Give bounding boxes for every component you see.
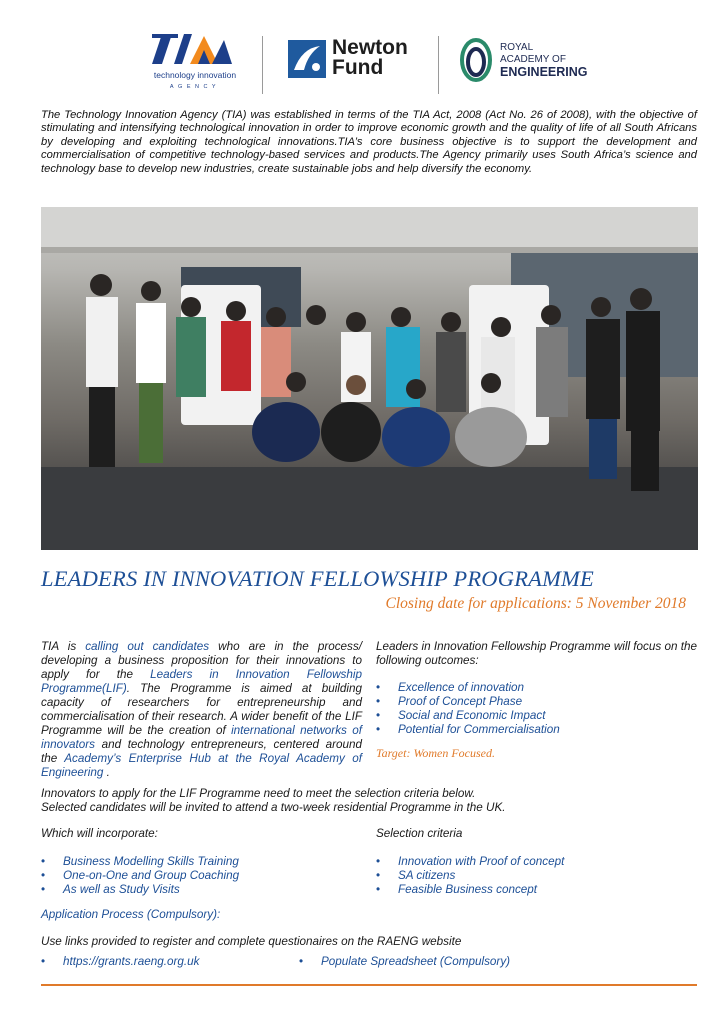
newton-line2: Fund (332, 56, 384, 79)
rae-line1: ROYAL (500, 42, 534, 53)
desc-text: . The Programme is aimed at building capacity of researchers for entrepreneurship and commercialisation of their research. A wider benefit of the LIF Programme will be the creation of (41, 682, 362, 737)
incorporate-label: As well as Study Visits (63, 883, 180, 896)
desc-text: and technology entrepreneurs, centered around the (41, 738, 362, 765)
spreadsheet-link[interactable]: Populate Spreadsheet (Compulsory) (321, 955, 511, 968)
rae-line2: ACADEMY OF (500, 54, 566, 65)
incorporate-list (41, 855, 362, 897)
group-photo-illustration (41, 207, 698, 550)
desc-text: TIA is (41, 640, 86, 653)
outcome-label: Potential for Commercialisation (398, 723, 560, 736)
list-item: • As well as Study Visits (41, 883, 180, 896)
target-note: Target: Women Focused. (376, 746, 495, 760)
list-item: • Feasible Business concept (376, 883, 538, 896)
application-instruction: Use links provided to register and complete questionaires on the RAENG website (41, 935, 462, 948)
outcome-label: Proof of Concept Phase (398, 695, 523, 708)
criteria-label: SA citizens (398, 869, 456, 882)
outcomes-section (376, 640, 697, 760)
footer-rule (41, 984, 697, 986)
rae-logo (460, 38, 620, 88)
programme-title: LEADERS IN INNOVATION FELLOWSHIP PROGRAMME (41, 566, 594, 591)
list-item: • https://grants.raeng.org.uk (41, 955, 200, 968)
list-item: • One-on-One and Group Coaching (41, 869, 240, 882)
desc-highlight-callout: calling out candidates (85, 640, 210, 653)
outcomes-list (376, 681, 697, 737)
criteria-label: Feasible Business concept (398, 883, 538, 896)
group-photo (41, 207, 698, 550)
criteria-heading: Selection criteria (376, 827, 463, 840)
list-item: • Excellence of innovation (376, 681, 525, 694)
rae-line3: ENGINEERING (500, 65, 588, 79)
list-item: • SA citizens (376, 869, 456, 882)
tia-logo-name: technology innovation (153, 70, 237, 80)
desc-text: who are in the process/ developing a business proposition for their innovations to apply for the (41, 640, 362, 681)
logo-divider (262, 36, 263, 94)
newton-fund-icon (288, 40, 326, 78)
tia-logo-sub: AGENCY (169, 84, 221, 90)
newton-fund-text (332, 38, 408, 78)
application-heading: Application Process (Compulsory): (41, 908, 221, 921)
incorporate-label: Business Modelling Skills Training (63, 855, 239, 868)
selection-intro (41, 787, 697, 815)
desc-highlight-programme: Leaders in Innovation Fellowship Programme(LIF) (41, 668, 362, 695)
newton-fund-logo (288, 36, 428, 86)
desc-highlight-hub: Academy’s Enterprise Hub at the Royal Academy of Engineering (41, 752, 362, 779)
list-item: • Innovation with Proof of concept (376, 855, 565, 868)
raeng-grants-link[interactable]: https://grants.raeng.org.uk (63, 955, 200, 968)
list-item: • Populate Spreadsheet (Compulsory) (299, 955, 511, 968)
list-item: • Social and Economic Impact (376, 709, 546, 722)
list-item: • Proof of Concept Phase (376, 695, 523, 708)
desc-text: . (103, 766, 110, 779)
rae-logo-icon (460, 38, 492, 82)
tia-logo-icon (152, 34, 232, 64)
criteria-label: Innovation with Proof of concept (398, 855, 565, 868)
list-item: • Business Modelling Skills Training (41, 855, 239, 868)
selection-intro-line: Innovators to apply for the LIF Programme need to meet the selection criteria below. (41, 787, 476, 800)
outcome-label: Social and Economic Impact (398, 709, 546, 722)
header-logos (0, 30, 724, 102)
incorporate-label: One-on-One and Group Coaching (63, 869, 240, 882)
list-item: • Potential for Commercialisation (376, 723, 560, 736)
outcomes-intro: Leaders in Innovation Fellowship Programme will focus on the following outcomes: (376, 640, 697, 667)
tia-logo (140, 34, 250, 94)
logo-divider (438, 36, 439, 94)
closing-date: Closing date for applications: 5 November 2018 (385, 595, 686, 612)
programme-description (41, 640, 362, 780)
newton-line1: Newton (332, 36, 408, 59)
outcome-label: Excellence of innovation (398, 681, 525, 694)
incorporate-heading: Which will incorporate: (41, 827, 158, 840)
rae-logo-text (500, 42, 588, 80)
intro-paragraph: The Technology Innovation Agency (TIA) was established in terms of the TIA Act, 2008 (Act No. 26 of 2008), with the objective of stimulating and intensifying technological innovation in order to improve economic growth and the quality of life of all South Africans by developing and exploiting technological innovations.TIA’s core business objective is to support the development and commercialisation of competitive technology-based services and products.The Agency primarily uses South Africa’s science and technology base to develop new industries, create sustainable jobs and help diversify the economy. (41, 109, 697, 175)
criteria-list (376, 855, 697, 897)
application-links (41, 955, 291, 969)
desc-highlight-networks: international networks of innovators (41, 724, 363, 751)
selection-intro-line: Selected candidates will be invited to attend a two-week residential Programme in the UK. (41, 801, 506, 814)
application-links (299, 955, 599, 969)
